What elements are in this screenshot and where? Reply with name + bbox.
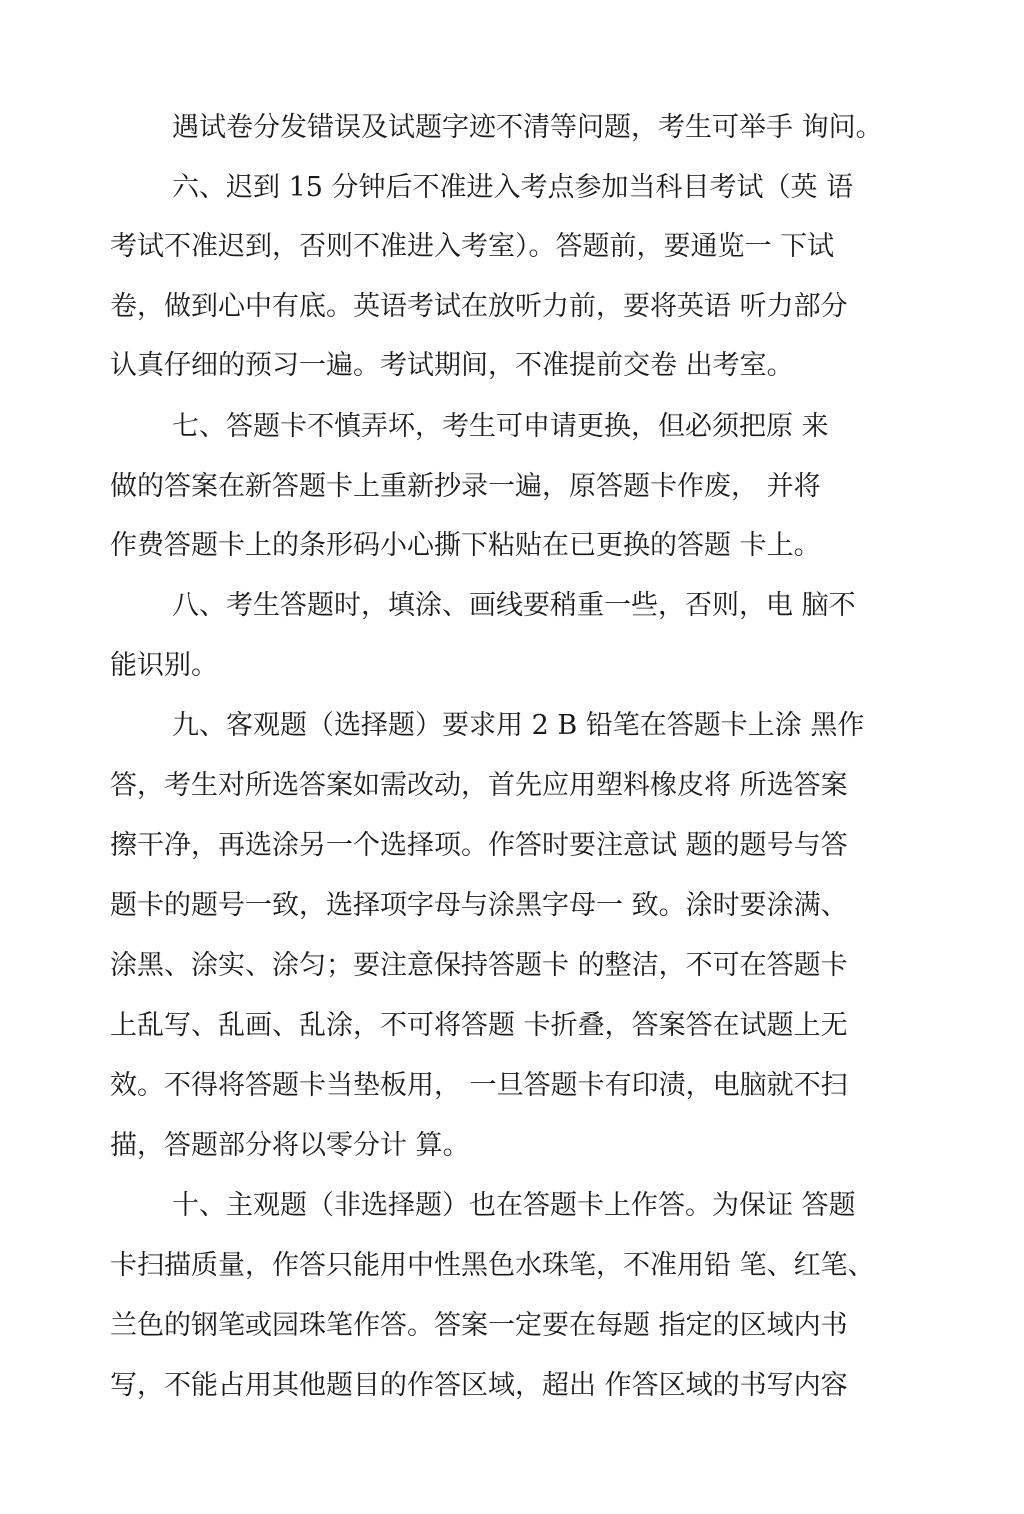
paragraph-7-line-2: 做的答案在新答题卡上重新抄录一遍，原答题卡作废， 并将 xyxy=(110,471,821,502)
paragraph-10-line-3: 兰色的钢笔或园珠笔作答。答案一定要在每题 指定的区域内书 xyxy=(110,1310,848,1341)
paragraph-9-line-1: 九、客观题（选择题）要求用 2 B 铅笔在答题卡上涂 黑作 xyxy=(172,710,865,741)
paragraph-9-line-8: 描，答题部分将以零分计 算。 xyxy=(110,1130,470,1161)
paragraph-8-line-2: 能识别。 xyxy=(110,650,218,681)
paragraph-9-line-6: 上乱写、乱画、乱涂，不可将答题 卡折叠，答案答在试题上无 xyxy=(110,1010,848,1041)
paragraph-7-line-3: 作费答题卡上的条形码小心撕下粘贴在已更换的答题 卡上。 xyxy=(110,530,821,561)
paragraph-9-line-4: 题卡的题号一致，选择项字母与涂黑字母一 致。涂时要涂满、 xyxy=(110,890,848,921)
paragraph-6-line-3: 卷，做到心中有底。英语考试在放听力前，要将英语 听力部分 xyxy=(110,291,848,322)
paragraph-6-line-4: 认真仔细的预习一遍。考试期间，不准提前交卷 出考室。 xyxy=(110,350,794,381)
paragraph-10-line-1: 十、主观题（非选择题）也在答题卡上作答。为保证 答题 xyxy=(172,1190,856,1221)
paragraph-7-line-1: 七、答题卡不慎弄坏，考生可申请更换，但必须把原 来 xyxy=(172,411,829,442)
paragraph-line-continuation: 遇试卷分发错误及试题字迹不清等问题，考生可举手 询问。 xyxy=(172,112,883,143)
paragraph-9-line-3: 擦干净，再选涂另一个选择项。作答时要注意试 题的题号与答 xyxy=(110,830,848,861)
paragraph-10-line-4: 写，不能占用其他题目的作答区域，超出 作答区域的书写内容 xyxy=(110,1370,848,1401)
paragraph-8-line-1: 八、考生答题时，填涂、画线要稍重一些，否则，电 脑不 xyxy=(172,590,856,621)
paragraph-9-line-5: 涂黑、涂实、涂匀；要注意保持答题卡 的整洁，不可在答题卡 xyxy=(110,950,848,981)
paragraph-10-line-2: 卡扫描质量，作答只能用中性黑色水珠笔，不准用铅 笔、红笔、 xyxy=(110,1250,875,1281)
paragraph-9-line-2: 答，考生对所选答案如需改动，首先应用塑料橡皮将 所选答案 xyxy=(110,770,848,801)
paragraph-6-line-1: 六、迟到 15 分钟后不准进入考点参加当科目考试（英 语 xyxy=(172,172,854,203)
paragraph-6-line-2: 考试不准迟到，否则不准进入考室）。答题前，要通览一 下试 xyxy=(110,231,835,262)
paragraph-9-line-7: 效。不得将答题卡当垫板用， 一旦答题卡有印渍，电脑就不扫 xyxy=(110,1070,848,1101)
